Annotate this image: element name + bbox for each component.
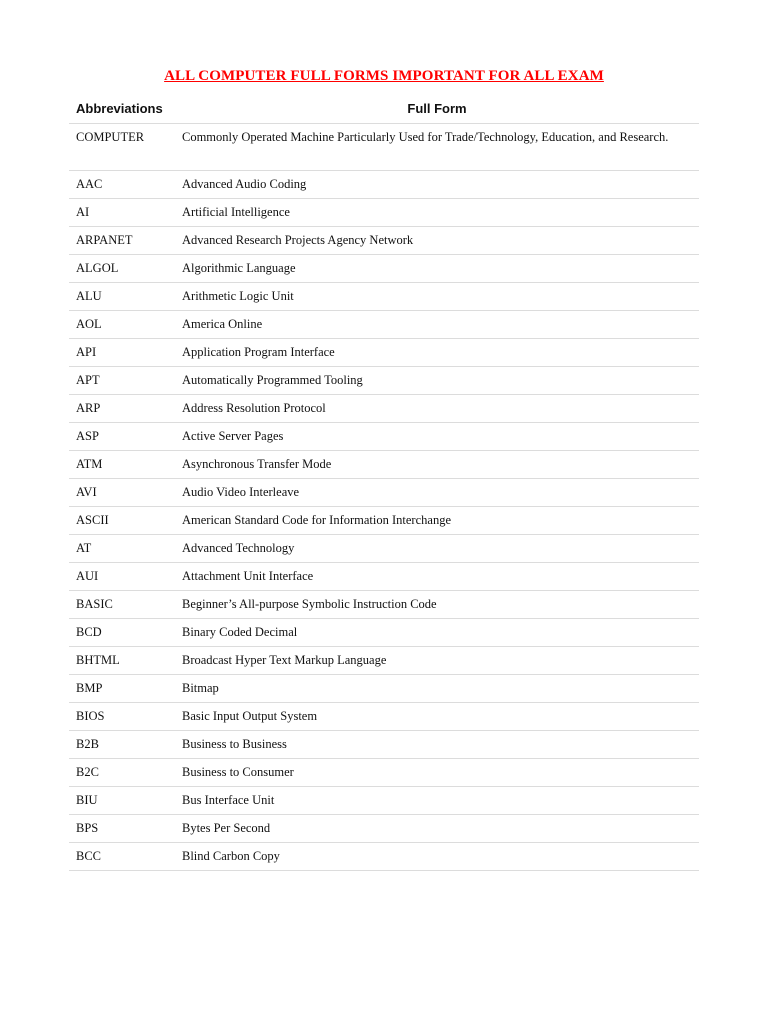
table-header-row (69, 93, 699, 124)
table-row (69, 647, 699, 675)
abbreviation-cell: AVI (69, 479, 175, 507)
abbreviation-cell: ARP (69, 395, 175, 423)
abbreviation-cell: BIOS (69, 703, 175, 731)
full-form-cell: Beginner’s All-purpose Symbolic Instruction Code (175, 591, 699, 619)
table-row (69, 731, 699, 759)
full-form-cell: Business to Consumer (175, 759, 699, 787)
table-row (69, 339, 699, 367)
abbreviation-cell: BPS (69, 815, 175, 843)
table-row (69, 124, 699, 171)
full-form-cell: Advanced Audio Coding (175, 171, 699, 199)
abbreviation-cell: ALGOL (69, 255, 175, 283)
full-form-cell: Asynchronous Transfer Mode (175, 451, 699, 479)
abbreviation-cell: ALU (69, 283, 175, 311)
abbreviation-cell: BCC (69, 843, 175, 871)
full-form-cell: Attachment Unit Interface (175, 563, 699, 591)
table-row (69, 451, 699, 479)
full-form-cell: Advanced Research Projects Agency Network (175, 227, 699, 255)
abbreviation-cell: AOL (69, 311, 175, 339)
abbreviation-cell: AT (69, 535, 175, 563)
abbreviation-cell: B2B (69, 731, 175, 759)
full-form-cell: Broadcast Hyper Text Markup Language (175, 647, 699, 675)
full-form-cell: Bitmap (175, 675, 699, 703)
abbreviation-cell: APT (69, 367, 175, 395)
table-row (69, 283, 699, 311)
table-row (69, 423, 699, 451)
full-form-cell: Artificial Intelligence (175, 199, 699, 227)
table-row (69, 507, 699, 535)
table-row (69, 199, 699, 227)
full-form-cell: Arithmetic Logic Unit (175, 283, 699, 311)
full-form-cell: American Standard Code for Information Interchange (175, 507, 699, 535)
table-row (69, 675, 699, 703)
abbreviation-cell: ATM (69, 451, 175, 479)
table-row (69, 619, 699, 647)
full-form-cell: Binary Coded Decimal (175, 619, 699, 647)
table-row (69, 815, 699, 843)
full-form-cell: Blind Carbon Copy (175, 843, 699, 871)
abbreviation-cell: AI (69, 199, 175, 227)
full-form-cell: Advanced Technology (175, 535, 699, 563)
page-title: ALL COMPUTER FULL FORMS IMPORTANT FOR ALL EXAM (164, 68, 604, 84)
abbreviation-cell: ASP (69, 423, 175, 451)
abbreviation-cell: ASCII (69, 507, 175, 535)
table-row (69, 227, 699, 255)
table-row (69, 255, 699, 283)
abbreviation-cell: BMP (69, 675, 175, 703)
full-form-cell: Automatically Programmed Tooling (175, 367, 699, 395)
table-row (69, 367, 699, 395)
abbreviation-cell: BHTML (69, 647, 175, 675)
table-row (69, 395, 699, 423)
column-header-abbreviations: Abbreviations (69, 93, 175, 124)
column-header-full-form: Full Form (175, 93, 699, 124)
table-row (69, 843, 699, 871)
abbreviation-cell: API (69, 339, 175, 367)
full-form-cell: Bytes Per Second (175, 815, 699, 843)
abbreviation-cell: ARPANET (69, 227, 175, 255)
table-row (69, 479, 699, 507)
full-form-cell: Algorithmic Language (175, 255, 699, 283)
full-form-cell: Application Program Interface (175, 339, 699, 367)
full-forms-table (69, 93, 699, 871)
full-form-cell: Address Resolution Protocol (175, 395, 699, 423)
table-row (69, 759, 699, 787)
table-row (69, 703, 699, 731)
full-form-cell: America Online (175, 311, 699, 339)
full-form-cell: Commonly Operated Machine Particularly Used for Trade/Technology, Education, and Research. (175, 124, 699, 171)
full-form-cell: Active Server Pages (175, 423, 699, 451)
table-row (69, 311, 699, 339)
abbreviation-cell: AAC (69, 171, 175, 199)
full-form-cell: Bus Interface Unit (175, 787, 699, 815)
table-row (69, 563, 699, 591)
full-form-cell: Audio Video Interleave (175, 479, 699, 507)
abbreviation-cell: BCD (69, 619, 175, 647)
table-row (69, 787, 699, 815)
abbreviation-cell: COMPUTER (69, 124, 175, 171)
abbreviation-cell: BIU (69, 787, 175, 815)
table-row (69, 591, 699, 619)
abbreviation-cell: AUI (69, 563, 175, 591)
table-row (69, 535, 699, 563)
table-row (69, 171, 699, 199)
full-form-cell: Business to Business (175, 731, 699, 759)
full-form-cell: Basic Input Output System (175, 703, 699, 731)
abbreviation-cell: BASIC (69, 591, 175, 619)
abbreviation-cell: B2C (69, 759, 175, 787)
